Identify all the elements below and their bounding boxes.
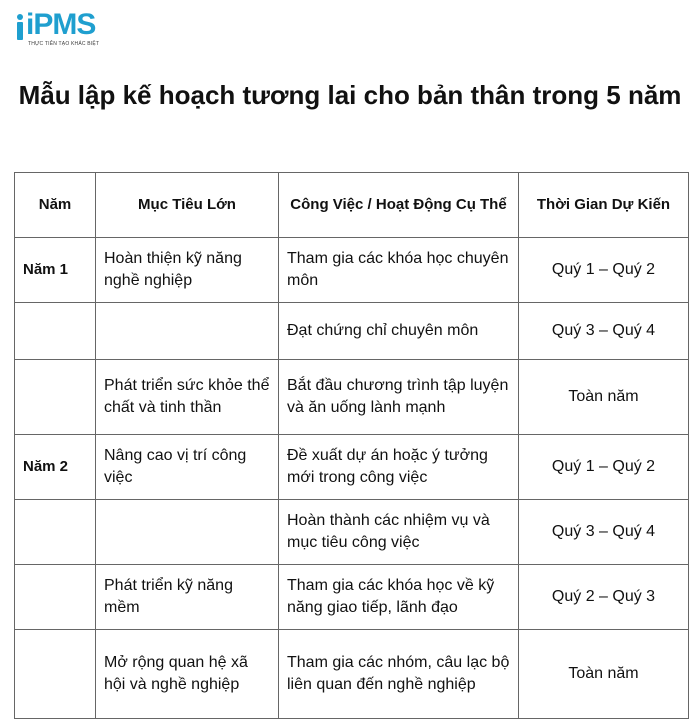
cell-task: Đề xuất dự án hoặc ý tưởng mới trong công việc [279,435,519,500]
cell-time: Toàn năm [519,360,689,435]
cell-year [15,630,96,719]
cell-year [15,303,96,360]
cell-time: Toàn năm [519,630,689,719]
table-row [15,500,689,565]
plan-table [14,172,689,719]
cell-task: Đạt chứng chỉ chuyên môn [279,303,519,360]
cell-time: Quý 1 – Quý 2 [519,435,689,500]
table-row [15,238,689,303]
cell-year: Năm 2 [15,435,96,500]
header-task: Công Việc / Hoạt Động Cụ Thể [279,173,519,238]
cell-time: Quý 3 – Quý 4 [519,500,689,565]
cell-goal: Hoàn thiện kỹ năng nghề nghiệp [96,238,279,303]
cell-task: Bắt đầu chương trình tập luyện và ăn uống lành mạnh [279,360,519,435]
cell-goal [96,303,279,360]
logo-figure-icon [14,14,26,40]
table-header-row [15,173,689,238]
cell-year [15,565,96,630]
cell-task: Tham gia các nhóm, câu lạc bộ liên quan đến nghề nghiệp [279,630,519,719]
table-row [15,630,689,719]
table-row [15,360,689,435]
cell-goal: Phát triển kỹ năng mềm [96,565,279,630]
header-year: Năm [15,173,96,238]
table-row [15,565,689,630]
cell-time: Quý 2 – Quý 3 [519,565,689,630]
logo-brand: iPMS [26,8,96,41]
cell-goal [96,500,279,565]
table-row [15,435,689,500]
header-goal: Mục Tiêu Lớn [96,173,279,238]
cell-time: Quý 1 – Quý 2 [519,238,689,303]
cell-year [15,360,96,435]
ipms-logo [14,8,104,52]
header-time: Thời Gian Dự Kiến [519,173,689,238]
cell-goal: Mở rộng quan hệ xã hội và nghề nghiệp [96,630,279,719]
table-row [15,303,689,360]
cell-time: Quý 3 – Quý 4 [519,303,689,360]
logo-tagline: THỰC TIỄN TẠO KHÁC BIỆT [28,41,100,47]
cell-year [15,500,96,565]
cell-goal: Nâng cao vị trí công việc [96,435,279,500]
cell-task: Tham gia các khóa học chuyên môn [279,238,519,303]
cell-task: Tham gia các khóa học về kỹ năng giao tiếp, lãnh đạo [279,565,519,630]
cell-year: Năm 1 [15,238,96,303]
cell-goal: Phát triển sức khỏe thể chất và tinh thần [96,360,279,435]
page-title: Mẫu lập kế hoạch tương lai cho bản thân trong 5 năm [18,80,682,110]
cell-task: Hoàn thành các nhiệm vụ và mục tiêu công việc [279,500,519,565]
